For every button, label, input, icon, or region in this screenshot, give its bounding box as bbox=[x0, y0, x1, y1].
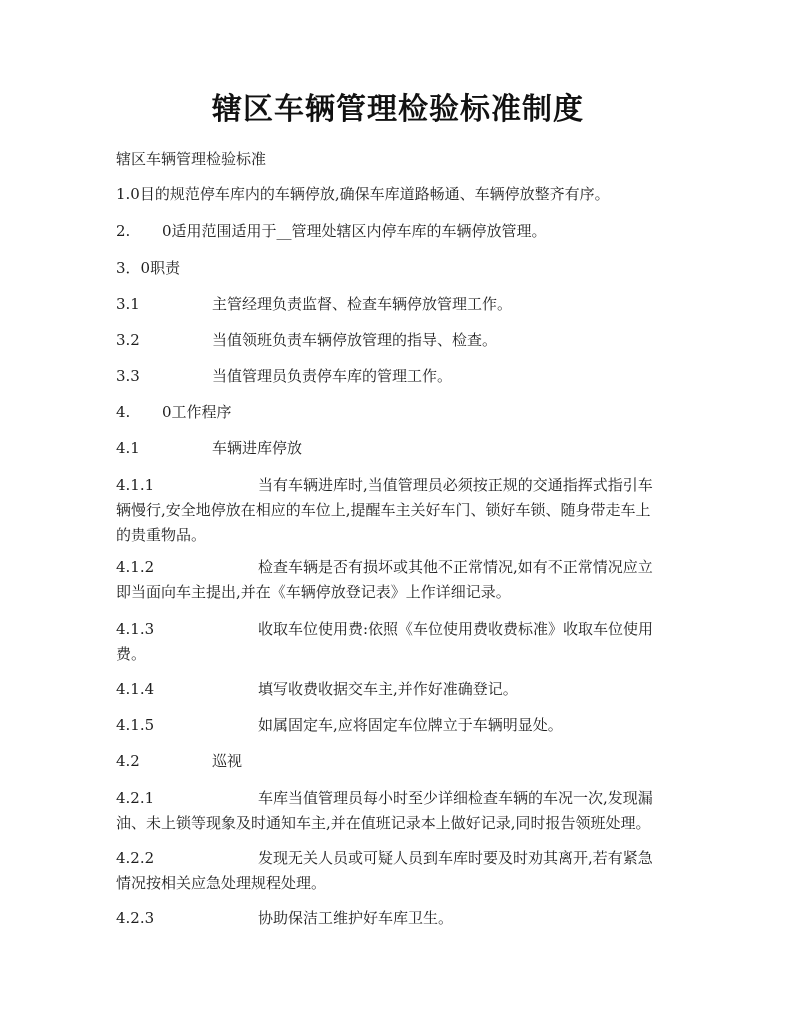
paragraph bbox=[116, 677, 682, 702]
paragraph-text: 即当面向车主提出,并在《车辆停放登记表》上作详细记录。 bbox=[116, 583, 511, 601]
paragraph bbox=[116, 182, 682, 207]
section-number: 4.2.1 bbox=[116, 789, 155, 807]
paragraph bbox=[116, 147, 682, 172]
paragraph-text: 检查车辆是否有损坏或其他不正常情况,如有不正常情况应立 bbox=[258, 558, 653, 576]
section-number: 4.1.4 bbox=[116, 680, 155, 698]
paragraph-text: 情况按相关应急处理规程处理。 bbox=[116, 874, 327, 892]
section-number: 4.2.2 bbox=[116, 849, 155, 867]
section-number: 3.3 bbox=[116, 367, 140, 385]
paragraph bbox=[116, 292, 682, 317]
paragraph-text: 车库当值管理员每小时至少详细检查车辆的车况一次,发现漏 bbox=[258, 789, 653, 807]
section-number: 4.1.3 bbox=[116, 620, 155, 638]
section-number: 3.1 bbox=[116, 295, 140, 313]
section-number: 4. bbox=[116, 403, 131, 421]
paragraph-text: 费。 bbox=[116, 645, 147, 663]
paragraph-text: 车辆进库停放 bbox=[212, 439, 303, 457]
paragraph-text: 当值领班负责车辆停放管理的指导、检查。 bbox=[212, 331, 498, 349]
paragraph bbox=[116, 786, 682, 836]
paragraph-text: 0适用范围适用于__管理处辖区内停车库的车辆停放管理。 bbox=[162, 222, 547, 240]
section-number: 4.1.5 bbox=[116, 716, 155, 734]
paragraph-text: 的贵重物品。 bbox=[116, 526, 207, 544]
paragraph-text: 发现无关人员或可疑人员到车库时要及时劝其离开,若有紧急 bbox=[258, 849, 653, 867]
paragraph-text: 辆慢行,安全地停放在相应的车位上,提醒车主关好车门、锁好车锁、随身带走车上 bbox=[116, 501, 651, 519]
section-number: 4.2.3 bbox=[116, 909, 155, 927]
section-number: 4.2 bbox=[116, 752, 140, 770]
paragraph bbox=[116, 617, 682, 667]
paragraph-text: 填写收费收据交车主,并作好准确登记。 bbox=[258, 680, 518, 698]
paragraph-text: 巡视 bbox=[212, 752, 243, 770]
section-number: 4.1.1 bbox=[116, 476, 155, 494]
paragraph bbox=[116, 749, 682, 774]
paragraph-text: 油、未上锁等现象及时通知车主,并在值班记录本上做好记录,同时报告领班处理。 bbox=[116, 814, 651, 832]
paragraph bbox=[116, 400, 682, 425]
paragraph bbox=[116, 364, 682, 389]
paragraph-text: 协助保洁工维护好车库卫生。 bbox=[258, 909, 454, 927]
document-title: 辖区车辆管理检验标准制度 bbox=[212, 92, 584, 127]
paragraph bbox=[116, 328, 682, 353]
paragraph-text: 如属固定车,应将固定车位牌立于车辆明显处。 bbox=[258, 716, 563, 734]
paragraph-text: 3．0职责 bbox=[116, 259, 181, 277]
paragraph bbox=[116, 219, 682, 244]
paragraph bbox=[116, 713, 682, 738]
paragraph-text: 当值管理员负责停车库的管理工作。 bbox=[212, 367, 453, 385]
paragraph-text: 0工作程序 bbox=[162, 403, 232, 421]
paragraph-text: 收取车位使用费:依照《车位使用费收费标准》收取车位使用 bbox=[258, 620, 654, 638]
paragraph bbox=[116, 846, 682, 896]
section-number: 4.1.2 bbox=[116, 558, 155, 576]
paragraph bbox=[116, 256, 682, 281]
section-number: 2. bbox=[116, 222, 131, 240]
paragraph bbox=[116, 555, 682, 605]
paragraph bbox=[116, 436, 682, 461]
paragraph-text: 1.0目的规范停车库内的车辆停放,确保车库道路畅通、车辆停放整齐有序。 bbox=[116, 185, 610, 203]
section-number: 3.2 bbox=[116, 331, 140, 349]
paragraph bbox=[116, 473, 682, 548]
paragraph-text: 主管经理负责监督、检查车辆停放管理工作。 bbox=[212, 295, 513, 313]
paragraph-text: 辖区车辆管理检验标准 bbox=[116, 150, 267, 168]
paragraph-text: 当有车辆进库时,当值管理员必须按正规的交通指挥式指引车 bbox=[258, 476, 653, 494]
paragraph bbox=[116, 906, 682, 931]
section-number: 4.1 bbox=[116, 439, 140, 457]
